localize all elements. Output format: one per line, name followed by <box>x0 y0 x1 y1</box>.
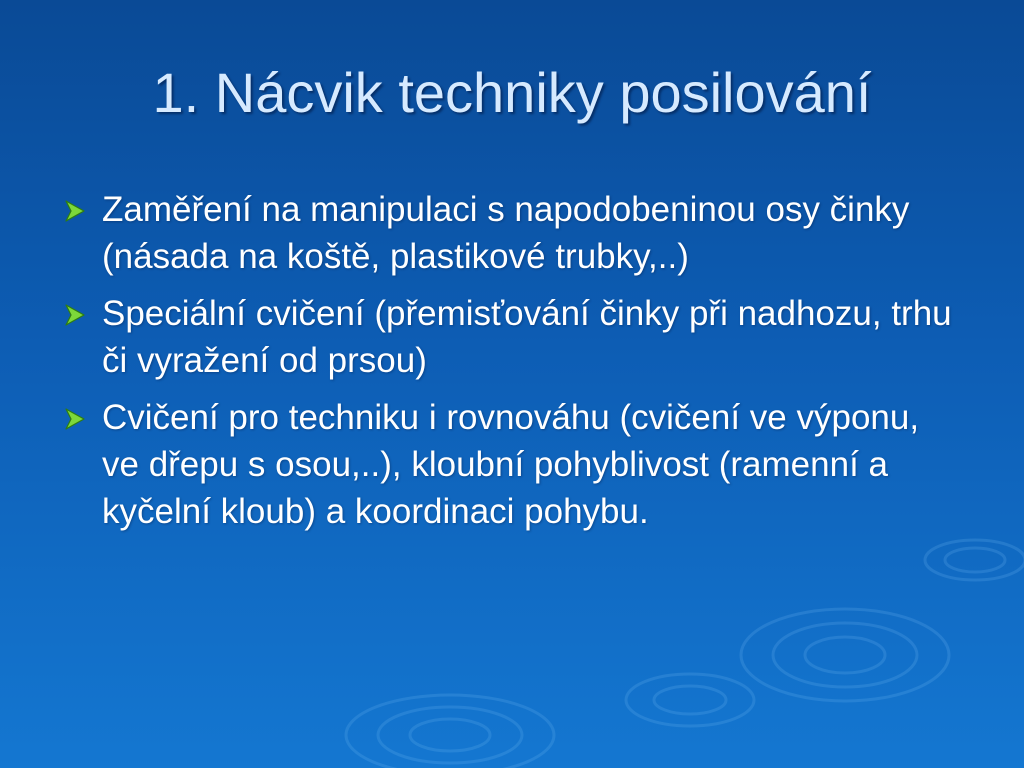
green-arrow-icon <box>62 406 88 432</box>
bullet-item <box>62 290 962 384</box>
bullet-text: Zaměření na manipulaci s napodobeninou osy činky (násada na koště, plastikové trubky,..) <box>102 190 910 276</box>
bullet-list <box>62 186 962 545</box>
green-arrow-icon <box>62 198 88 224</box>
bullet-item <box>62 186 962 280</box>
green-arrow-icon <box>62 302 88 328</box>
bullet-text: Speciální cvičení (přemisťování činky při nadhozu, trhu či vyražení od prsou) <box>102 294 952 380</box>
bullet-item <box>62 394 962 535</box>
slide-title: 1. Nácvik techniky posilování <box>152 61 872 124</box>
bullet-text: Cvičení pro techniku i rovnováhu (cvičení ve výponu, ve dřepu s osou,..), kloubní pohyblivost (ramenní a kyčelní kloub) a koordinaci pohybu. <box>102 398 920 531</box>
